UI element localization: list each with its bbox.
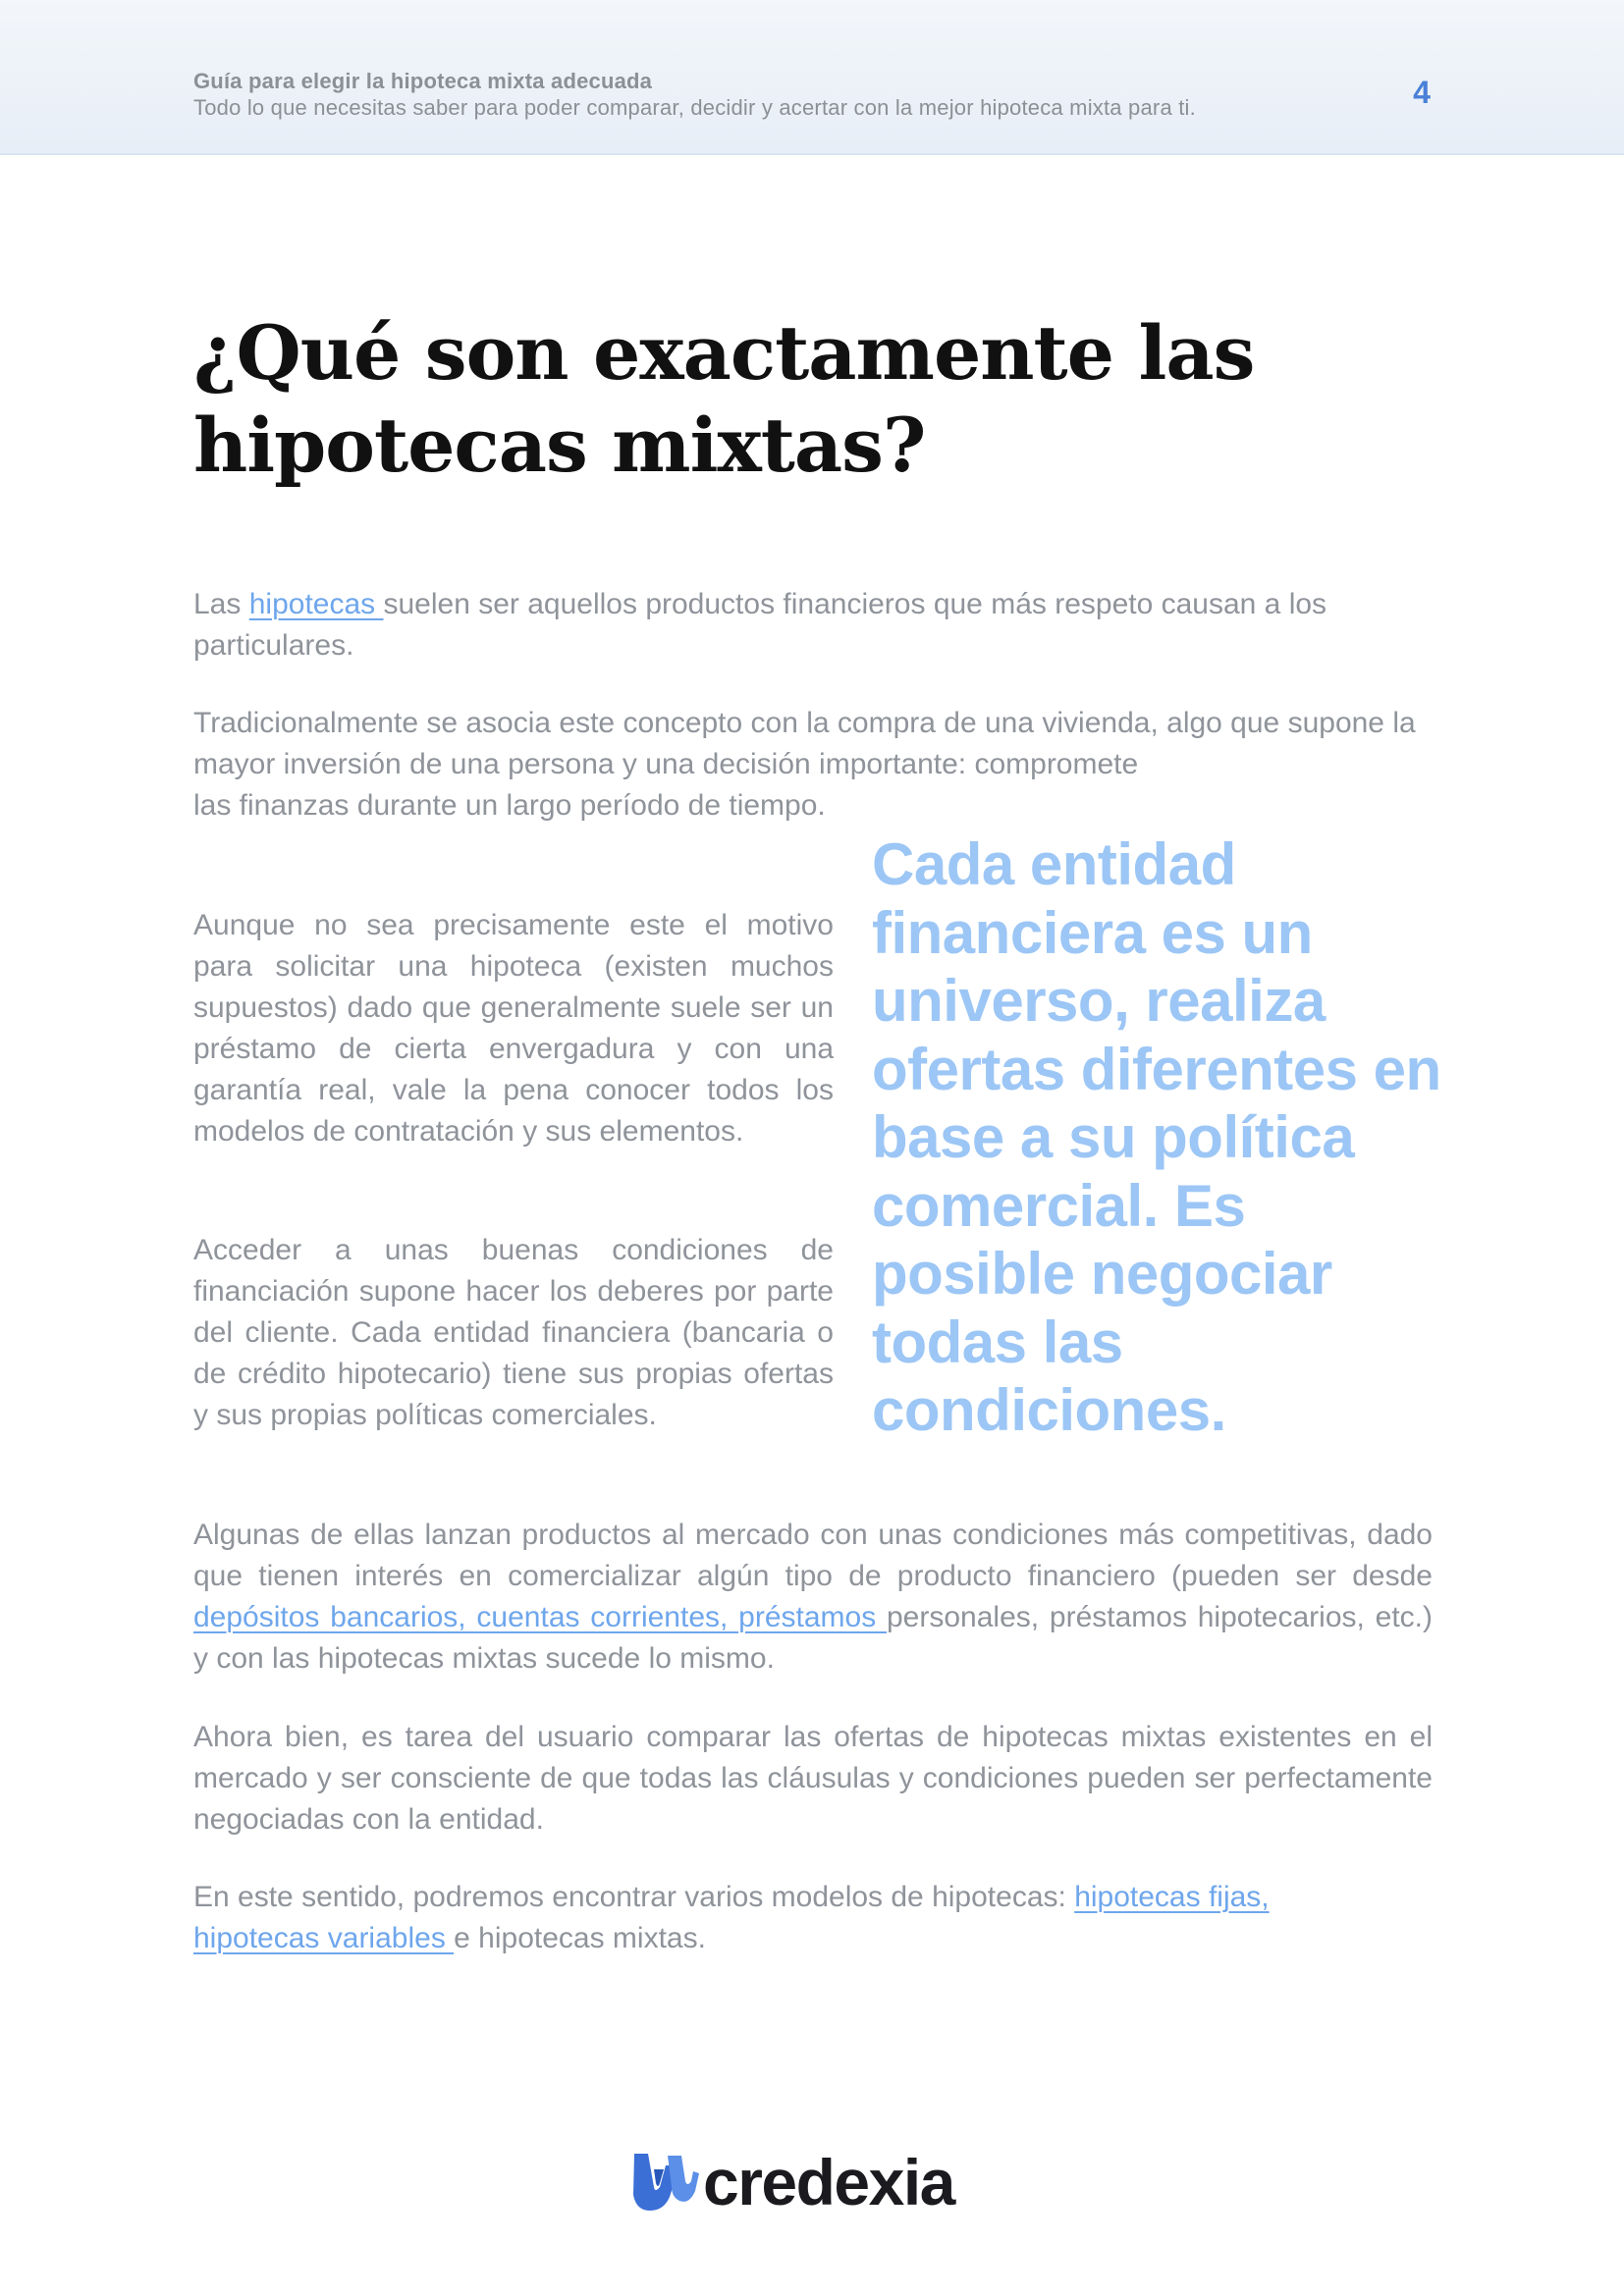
page-title bbox=[193, 307, 1431, 492]
paragraph-2 bbox=[193, 703, 1433, 785]
paragraph-3 bbox=[193, 905, 834, 1152]
link-financial-products[interactable]: depósitos bancarios, cuentas corrientes, préstamos bbox=[193, 1601, 887, 1633]
paragraph-2-text-continued: las finanzas durante un largo período de tiempo. bbox=[193, 789, 826, 822]
credexia-logo-icon bbox=[624, 2144, 701, 2219]
pull-quote: Cada entidad financiera es un universo, realiza ofertas diferentes en base a su política comercial. Es posible negociar todas las condiciones. bbox=[872, 831, 1441, 1443]
page-number: 4 bbox=[1413, 75, 1431, 110]
paragraph-7-text-before: En este sentido, podremos encontrar varios modelos de hipotecas: bbox=[193, 1881, 1075, 1913]
paragraph-1 bbox=[193, 584, 1433, 667]
paragraph-7-text-after: e hipotecas mixtas. bbox=[454, 1922, 706, 1954]
credexia-logo-text: credexia bbox=[703, 2146, 954, 2218]
paragraph-4 bbox=[193, 1230, 834, 1436]
paragraph-4-text: Acceder a unas buenas condiciones de financiación supone hacer los deberes por parte del cliente. Cada entidad financiera (bancaria o de crédito hipotecario) tiene sus propias ofertas y sus propias políticas comerciales. bbox=[193, 1234, 834, 1431]
page-header bbox=[0, 0, 1624, 155]
paragraph-5-text-before: Algunas de ellas lanzan productos al mercado con unas condiciones más competitivas, dado que tienen interés en comercializar algún tipo de producto financiero (pueden ser desde bbox=[193, 1519, 1433, 1592]
paragraph-6-text: Ahora bien, es tarea del usuario comparar las ofertas de hipotecas mixtas existentes en el mercado y ser consciente de que todas las cláusulas y condiciones pueden ser perfectamente negociadas con la entidad. bbox=[193, 1721, 1433, 1836]
paragraph-2-text: Tradicionalmente se asocia este concepto con la compra de una vivienda, algo que supone la mayor inversión de una persona y una decisión importante: compromete bbox=[193, 707, 1416, 780]
link-hipotecas-fijas[interactable]: hipotecas fijas, bbox=[1074, 1881, 1270, 1913]
credexia-logo bbox=[624, 2144, 1007, 2222]
link-hipotecas[interactable]: hipotecas bbox=[248, 588, 384, 620]
paragraph-5-text-after: personales, préstamos hipotecarios, etc.) y con las hipotecas mixtas sucede lo mismo. bbox=[193, 1601, 1433, 1675]
paragraph-3-text: Aunque no sea precisamente este el motivo para solicitar una hipoteca (existen muchos supuestos) dado que generalmente suele ser un préstamo de cierta envergadura y con una garantía real, vale la pena conocer todos los modelos de contratación y sus elementos. bbox=[193, 909, 834, 1148]
header-title: Guía para elegir la hipoteca mixta adecuada bbox=[193, 69, 653, 93]
page-title-line-1: ¿Qué son exactamente las bbox=[193, 309, 1255, 397]
paragraph-1-text-before: Las bbox=[193, 588, 249, 620]
paragraph-1-text-after: suelen ser aquellos productos financieros que más respeto causan a los particulares. bbox=[193, 588, 1327, 662]
paragraph-7 bbox=[193, 1877, 1433, 1959]
paragraph-2-continued bbox=[193, 785, 834, 827]
header-subtitle: Todo lo que necesitas saber para poder comparar, decidir y acertar con la mejor hipoteca mixta para ti. bbox=[193, 95, 1196, 120]
paragraph-6 bbox=[193, 1717, 1433, 1841]
paragraph-5 bbox=[193, 1515, 1433, 1680]
page-title-line-2: hipotecas mixtas? bbox=[193, 401, 926, 489]
link-hipotecas-variables[interactable]: hipotecas variables bbox=[193, 1922, 455, 1954]
